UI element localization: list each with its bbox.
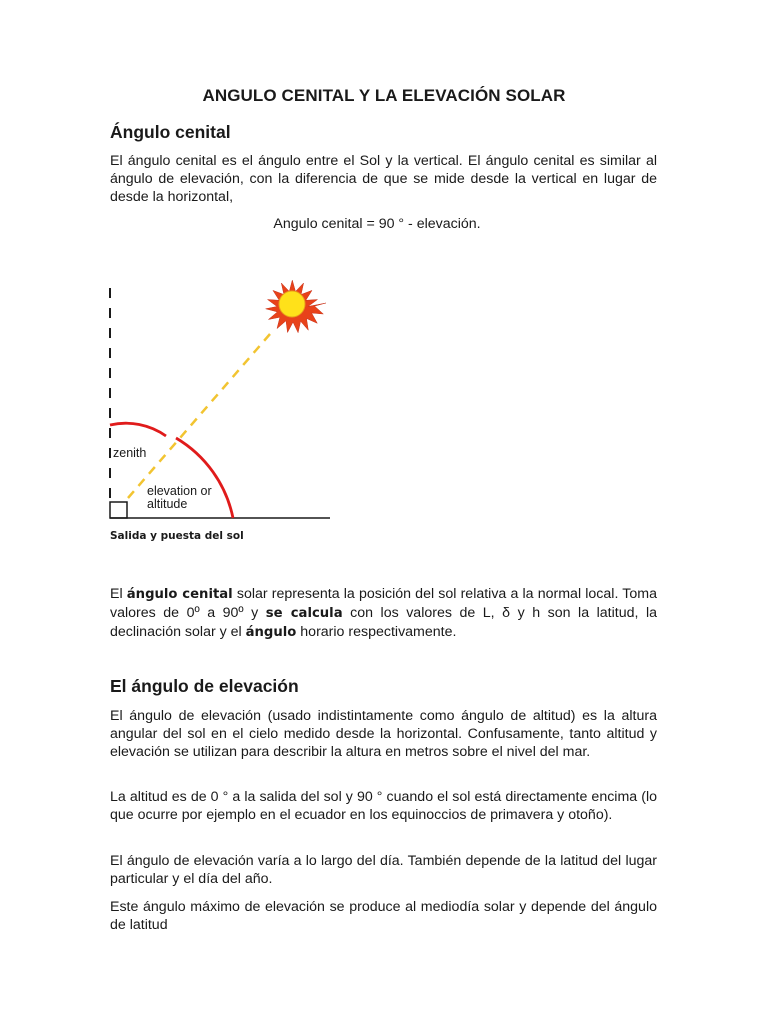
zenith-label: zenith (113, 446, 147, 460)
elevation-paragraph-3: El ángulo de elevación varía a lo largo del día. También depende de la latitud del lugar particular y el día del año. (110, 853, 657, 887)
zenith-def-text-1: El (110, 586, 127, 602)
sun-icon (266, 280, 326, 333)
elevation-paragraph-2: La altitud es de 0 ° a la salida del sol y 90 ° cuando el sol está directamente encima (lo que ocurre por ejemplo en el ecuador en los equinoccios de primavera y otoño). (110, 789, 657, 823)
sun-ray-line (128, 334, 270, 498)
elevation-paragraph-4: Este ángulo máximo de elevación se produce al mediodía solar y depende del ángulo de latitud (110, 899, 657, 933)
section-heading-zenith: Ángulo cenital (110, 122, 231, 142)
zenith-formula: Angulo cenital = 90 ° - elevación. (273, 216, 481, 232)
zenith-definition-paragraph (110, 585, 657, 642)
elevation-label-line2: altitude (147, 497, 188, 511)
zenith-def-bold-2: se calcula (265, 606, 343, 621)
zenith-def-bold-3: ángulo (245, 625, 297, 640)
elevation-label-line1: elevation or (147, 484, 212, 498)
right-angle-marker (110, 502, 127, 518)
solar-angle-diagram (100, 262, 340, 524)
zenith-def-bold-1: ángulo cenital (126, 587, 233, 602)
zenith-arc (110, 423, 166, 436)
zenith-def-text-2: solar representa la posición del sol relativa a la normal local. Toma valores de 0º a 90º y (110, 586, 657, 621)
zenith-def-text-3: con los valores de L, δ y h son la latitud, la declinación solar y el (110, 605, 658, 640)
diagram-caption: Salida y puesta del sol (110, 530, 244, 542)
zenith-def-text-4: horario respectivamente. (296, 624, 457, 640)
elevation-paragraph-1: El ángulo de elevación (usado indistintamente como ángulo de altitud) es la altura angular del sol en el cielo medido desde la horizontal. Confusamente, tanto altitud y elevación se utilizan para describir la altura en metros sobre el nivel del mar. (110, 708, 657, 760)
section-heading-elevation: El ángulo de elevación (110, 676, 299, 696)
document-title: ANGULO CENITAL Y LA ELEVACIÓN SOLAR (202, 86, 566, 105)
zenith-intro-paragraph: El ángulo cenital es el ángulo entre el Sol y la vertical. El ángulo cenital es similar al ángulo de elevación, con la diferencia de que se mide desde la vertical en lugar de desde la horizontal, (110, 153, 657, 205)
